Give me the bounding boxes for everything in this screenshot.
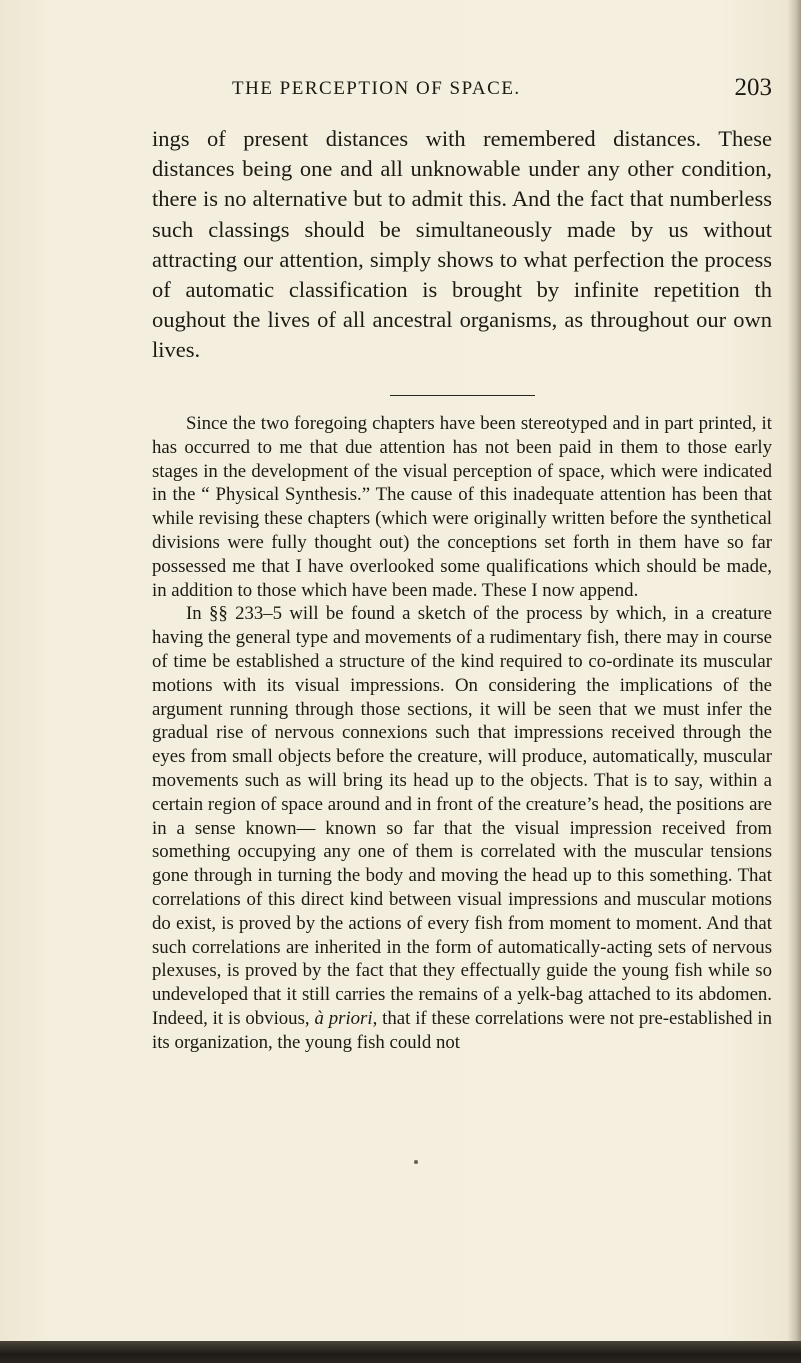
section-divider [390,395,535,396]
note-paragraph-1: Since the two foregoing chapters have been stereotyped and in part printed, it has occurred to me that due attention has not been paid in them to those early stages in the development of the visual perception of space, which were indicated in the “ Physical Synthesis.” The cause of this inadequate attention has been that while revising these chapters (which were originally written before the synthetical divisions were fully thought out) the conceptions set forth in them have so far possessed me that I have overlooked some qualifications which should be made, in addition to those which have been made. These I now append. [152,413,772,601]
page-header [232,74,772,108]
page-edge-shadow [787,0,801,1363]
a-priori-italic: à priori [314,1007,373,1029]
postscript-note [152,412,772,1055]
print-speck [414,1160,418,1164]
main-paragraph: ings of present distances with remembered distances. These distances being one and all unknowable under any other condition, there is no alternative but to admit this. And the fact that numberless such classings should be simultaneously made by us without attracting our attention, simply shows to what perfection the process of automatic classification is brought by infinite repetition th oughout the lives of all ancestral organisms, as throughout our own lives. [152,126,772,363]
note-paragraph-2-end: , that if these correlations were not pre-established in its organization, the young fish could not [152,1007,772,1053]
page-number: 203 [734,74,772,101]
note-paragraph-2 [152,602,772,1054]
scan-bottom-edge [0,1341,801,1363]
running-head: THE PERCEPTION OF SPACE. [232,78,521,99]
note-paragraph-2-start: In §§ 233–5 will be found a sketch of the process by which, in a creature having the general type and movements of a rudimentary fish, there may in course of time be established a structure of the kind required to co-ordinate its muscular motions with its visual impressions. On considering the implications of the argument running through those sections, it will be seen that we must infer the gradual rise of nervous connexions such that impressions received through the eyes from small objects before the creature, will produce, automatically, muscular movements such as will bring its head up to the objects. That is to say, within a certain region of space around and in front of the creature’s head, the positions are in a sense known— known so far that the visual impression received from something occupying any one of them is correlated with the muscular tensions gone through in turning the body and moving the head up to this something. That correlations of this direct kind between visual impressions and muscular motions do exist, is proved by the actions of every fish from moment to moment. And that such correlations are inherited in the form of automatically-acting sets of nervous plexuses, is proved by the fact that they effectually guide the young fish while so undeveloped that it still carries the remains of a yelk-bag attached to its abdomen. Indeed, it is obvious, [152,603,772,1029]
